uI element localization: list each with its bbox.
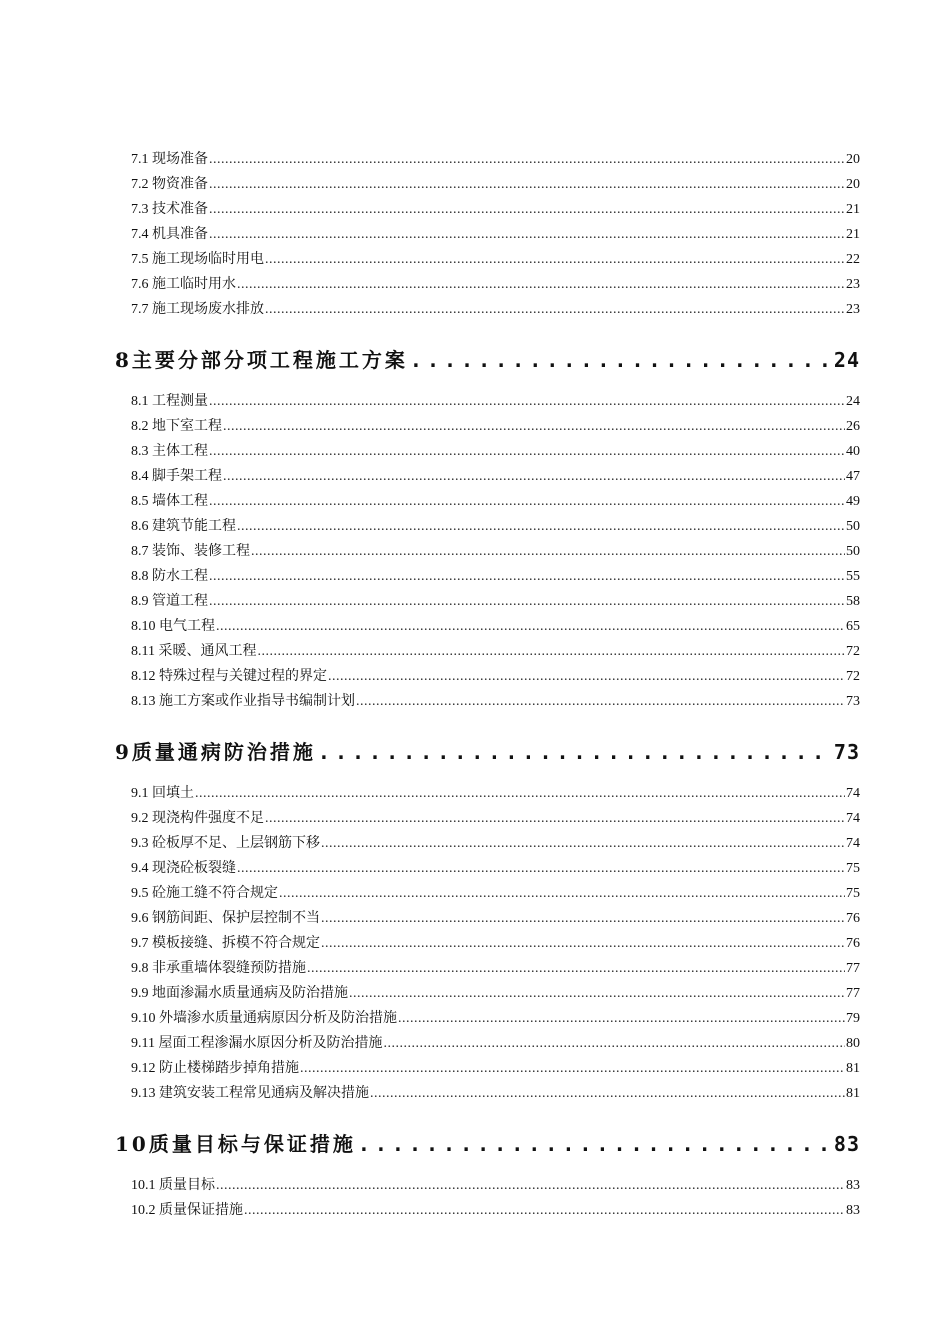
toc-entry[interactable] (131, 225, 860, 245)
dot-leader (356, 692, 845, 712)
dot-leader (237, 275, 845, 295)
dot-leader (209, 200, 845, 220)
toc-entry[interactable] (131, 300, 860, 320)
entry-title: 8.3 主体工程 (131, 444, 208, 459)
toc-entry[interactable] (131, 200, 860, 220)
entry-page-number: 72 (846, 669, 860, 684)
dot-leader (209, 175, 845, 195)
toc-entry[interactable] (131, 934, 860, 954)
entry-page-number: 26 (846, 419, 860, 434)
entry-page-number: 24 (846, 394, 860, 409)
entry-title: 8.6 建筑节能工程 (131, 519, 236, 534)
dot-leader (321, 834, 845, 854)
entry-title: 7.1 现场准备 (131, 152, 208, 167)
toc-entry[interactable] (131, 517, 860, 537)
toc-entry[interactable] (131, 442, 860, 462)
toc-entry[interactable] (131, 467, 860, 487)
toc-entry[interactable] (131, 642, 860, 662)
dot-leader (209, 225, 845, 245)
toc-entry[interactable] (131, 275, 860, 295)
entry-title: 8.5 墙体工程 (131, 494, 208, 509)
chapter-page-number: 24 (833, 348, 860, 372)
toc-entry[interactable] (131, 417, 860, 437)
entry-title: 8.8 防水工程 (131, 569, 208, 584)
entry-page-number: 55 (846, 569, 860, 584)
entry-title: 8.12 特殊过程与关键过程的界定 (131, 669, 327, 684)
entry-title: 9.4 现浇砼板裂缝 (131, 861, 236, 876)
toc-entry[interactable] (131, 909, 860, 929)
entry-page-number: 75 (846, 886, 860, 901)
toc-entry[interactable] (131, 1009, 860, 1029)
toc-entry[interactable] (131, 250, 860, 270)
entry-title: 10.2 质量保证措施 (131, 1203, 243, 1218)
dot-leader (244, 1201, 845, 1221)
dot-leader (349, 984, 845, 1004)
toc-entry[interactable] (131, 542, 860, 562)
entry-title: 7.7 施工现场废水排放 (131, 302, 264, 317)
entry-page-number: 23 (846, 277, 860, 292)
entry-title: 7.3 技术准备 (131, 202, 208, 217)
chapter-page-number: 83 (833, 1132, 860, 1156)
toc-entry[interactable] (131, 1034, 860, 1054)
dot-leader (383, 1034, 845, 1054)
toc-entry[interactable] (131, 492, 860, 512)
entry-page-number: 21 (846, 227, 860, 242)
entry-page-number: 21 (846, 202, 860, 217)
entry-title: 7.4 机具准备 (131, 227, 208, 242)
entry-title: 7.2 物资准备 (131, 177, 208, 192)
dot-leader (209, 442, 845, 462)
toc-entry[interactable] (131, 592, 860, 612)
entry-page-number: 50 (846, 544, 860, 559)
toc-entry[interactable] (131, 809, 860, 829)
toc-entry[interactable] (131, 859, 860, 879)
toc-chapter-heading[interactable] (115, 1131, 860, 1157)
dot-leader (410, 347, 832, 373)
entry-title: 9.9 地面渗漏水质量通病及防治措施 (131, 986, 348, 1001)
dot-leader (265, 300, 845, 320)
entry-page-number: 81 (846, 1061, 860, 1076)
toc-entry[interactable] (131, 175, 860, 195)
entry-title: 9.8 非承重墙体裂缝预防措施 (131, 961, 306, 976)
dot-leader (265, 809, 845, 829)
entry-page-number: 76 (846, 911, 860, 926)
entry-title: 9.2 现浇构件强度不足 (131, 811, 264, 826)
entry-page-number: 40 (846, 444, 860, 459)
dot-leader (237, 517, 845, 537)
entry-page-number: 77 (846, 961, 860, 976)
dot-leader (195, 784, 845, 804)
entry-title: 7.6 施工临时用水 (131, 277, 236, 292)
entry-title: 8.10 电气工程 (131, 619, 215, 634)
entry-title: 9.3 砼板厚不足、上层钢筋下移 (131, 836, 320, 851)
dot-leader (223, 467, 845, 487)
entry-title: 9.11 屋面工程渗漏水原因分析及防治措施 (131, 1036, 383, 1051)
toc-entry[interactable] (131, 1201, 860, 1221)
entry-title: 8.2 地下室工程 (131, 419, 222, 434)
dot-leader (279, 884, 845, 904)
entry-title: 8.7 装饰、装修工程 (131, 544, 250, 559)
entry-page-number: 22 (846, 252, 860, 267)
entry-title: 9.6 钢筋间距、保护层控制不当 (131, 911, 320, 926)
dot-leader (321, 909, 845, 929)
chapter-title: 8主要分部分项工程施工方案 (115, 348, 408, 372)
entry-page-number: 58 (846, 594, 860, 609)
entry-title: 8.11 采暖、通风工程 (131, 644, 257, 659)
entry-page-number: 81 (846, 1086, 860, 1101)
dot-leader (216, 1176, 845, 1196)
entry-page-number: 83 (846, 1178, 860, 1193)
entry-page-number: 76 (846, 936, 860, 951)
entry-title: 10.1 质量目标 (131, 1178, 215, 1193)
toc-entry[interactable] (131, 392, 860, 412)
dot-leader (318, 739, 832, 765)
toc-entry[interactable] (131, 834, 860, 854)
entry-title: 9.12 防止楼梯踏步掉角措施 (131, 1061, 299, 1076)
entry-page-number: 20 (846, 152, 860, 167)
toc-entry[interactable] (131, 1084, 860, 1104)
toc-entry[interactable] (131, 784, 860, 804)
toc-entry[interactable] (131, 959, 860, 979)
toc-entry[interactable] (131, 984, 860, 1004)
toc-entry[interactable] (131, 150, 860, 170)
dot-leader (216, 617, 845, 637)
entry-title: 9.5 砼施工缝不符合规定 (131, 886, 278, 901)
dot-leader (398, 1009, 845, 1029)
entry-page-number: 74 (846, 786, 860, 801)
dot-leader (307, 959, 845, 979)
dot-leader (209, 492, 845, 512)
entry-page-number: 50 (846, 519, 860, 534)
entry-page-number: 75 (846, 861, 860, 876)
entry-page-number: 83 (846, 1203, 860, 1218)
toc-entry[interactable] (131, 884, 860, 904)
entry-page-number: 20 (846, 177, 860, 192)
entry-title: 8.4 脚手架工程 (131, 469, 222, 484)
entry-page-number: 23 (846, 302, 860, 317)
chapter-title: 9质量通病防治措施 (115, 740, 316, 764)
entry-page-number: 77 (846, 986, 860, 1001)
entry-page-number: 80 (846, 1036, 860, 1051)
entry-title: 9.7 模板接缝、拆模不符合规定 (131, 936, 320, 951)
dot-leader (209, 592, 845, 612)
dot-leader (209, 567, 845, 587)
entry-page-number: 74 (846, 836, 860, 851)
toc-entry[interactable] (131, 617, 860, 637)
dot-leader (223, 417, 845, 437)
entry-page-number: 49 (846, 494, 860, 509)
dot-leader (265, 250, 845, 270)
entry-page-number: 47 (846, 469, 860, 484)
chapter-page-number: 73 (833, 740, 860, 764)
dot-leader (328, 667, 845, 687)
dot-leader (257, 642, 845, 662)
dot-leader (251, 542, 845, 562)
dot-leader (300, 1059, 845, 1079)
dot-leader (370, 1084, 845, 1104)
entry-page-number: 74 (846, 811, 860, 826)
toc-entry[interactable] (131, 1176, 860, 1196)
entry-page-number: 73 (846, 694, 860, 709)
entry-title: 7.5 施工现场临时用电 (131, 252, 264, 267)
dot-leader (209, 150, 845, 170)
entry-title: 8.9 管道工程 (131, 594, 208, 609)
dot-leader (358, 1131, 832, 1157)
toc-entry[interactable] (131, 692, 860, 712)
entry-title: 8.13 施工方案或作业指导书编制计划 (131, 694, 355, 709)
chapter-title: 10质量目标与保证措施 (115, 1132, 356, 1156)
dot-leader (209, 392, 845, 412)
toc-entry[interactable] (131, 567, 860, 587)
dot-leader (321, 934, 845, 954)
toc-entry[interactable] (131, 1059, 860, 1079)
dot-leader (237, 859, 845, 879)
toc-chapter-heading[interactable] (115, 739, 860, 765)
entry-title: 9.10 外墙渗水质量通病原因分析及防治措施 (131, 1011, 397, 1026)
entry-page-number: 65 (846, 619, 860, 634)
toc-chapter-heading[interactable] (115, 347, 860, 373)
entry-page-number: 79 (846, 1011, 860, 1026)
entry-title: 9.13 建筑安装工程常见通病及解决措施 (131, 1086, 369, 1101)
entry-title: 9.1 回填土 (131, 786, 194, 801)
entry-page-number: 72 (846, 644, 860, 659)
toc-entry[interactable] (131, 667, 860, 687)
entry-title: 8.1 工程测量 (131, 394, 208, 409)
